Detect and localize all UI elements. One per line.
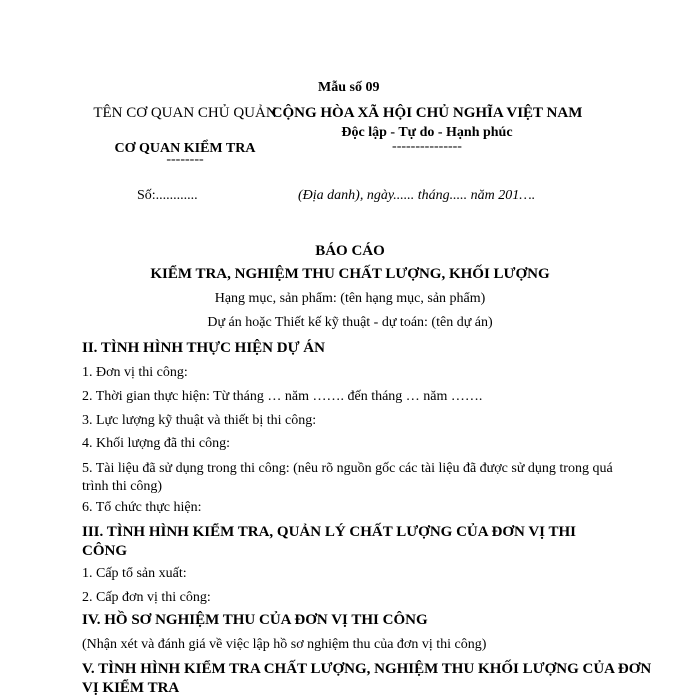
national-motto: Độc lập - Tự do - Hạnh phúc: [341, 125, 513, 140]
list-item: 4. Khối lượng đã thi công:: [82, 436, 230, 451]
section-heading: IV. HỒ SƠ NGHIỆM THU CỦA ĐƠN VỊ THI CÔNG: [82, 612, 428, 628]
form-number: Mẫu số 09: [318, 80, 380, 95]
section-heading: III. TÌNH HÌNH KIỂM TRA, QUẢN LÝ CHẤT LƯỢNG CỦA ĐƠN VỊ THI CÔNG: [82, 524, 576, 559]
list-item: 2. Cấp đơn vị thi công:: [82, 590, 211, 605]
list-item: 5. Tài liệu đã sử dụng trong thi công: (nêu rõ nguồn gốc các tài liệu đã được sử dụng trong quá trình thi công): [82, 461, 613, 494]
section-heading: V. TÌNH HÌNH KIỂM TRA CHẤT LƯỢNG, NGHIỆM THU KHỐI LƯỢNG CỦA ĐƠN VỊ KIỂM TRA: [82, 661, 652, 696]
document-title: KIỂM TRA, NGHIỆM THU CHẤT LƯỢNG, KHỐI LƯỢNG: [150, 266, 550, 282]
section-note: (Nhận xét và đánh giá về việc lập hồ sơ nghiệm thu của đơn vị thi công): [82, 637, 487, 652]
subtitle-item-product: Hạng mục, sản phẩm: (tên hạng mục, sản phẩm): [214, 291, 486, 306]
inspecting-agency-name: CƠ QUAN KIỂM TRA: [114, 141, 256, 156]
list-item: 1. Cấp tổ sản xuất:: [82, 566, 187, 581]
subtitle-project: Dự án hoặc Thiết kế kỹ thuật - dự toán: (tên dự án): [207, 315, 493, 330]
place-and-date: (Địa danh), ngày...... tháng..... năm 201….: [298, 188, 536, 203]
list-item: 1. Đơn vị thi công:: [82, 365, 188, 380]
document-type: BÁO CÁO: [315, 243, 385, 259]
list-item: 2. Thời gian thực hiện: Từ tháng … năm ……. đến tháng … năm …….: [82, 389, 483, 404]
section-heading: II. TÌNH HÌNH THỰC HIỆN DỰ ÁN: [82, 340, 325, 356]
governing-agency-name: TÊN CƠ QUAN CHỦ QUẢN: [93, 105, 277, 121]
list-item: 6. Tổ chức thực hiện:: [82, 500, 202, 515]
left-header-rule: --------: [166, 152, 204, 167]
country-name: CỘNG HÒA XÃ HỘI CHỦ NGHĨA VIỆT NAM: [271, 105, 583, 121]
right-header-rule: ---------------: [392, 139, 462, 154]
list-item: 3. Lực lượng kỹ thuật và thiết bị thi công:: [82, 413, 317, 428]
document-number: Số:............: [137, 188, 198, 203]
